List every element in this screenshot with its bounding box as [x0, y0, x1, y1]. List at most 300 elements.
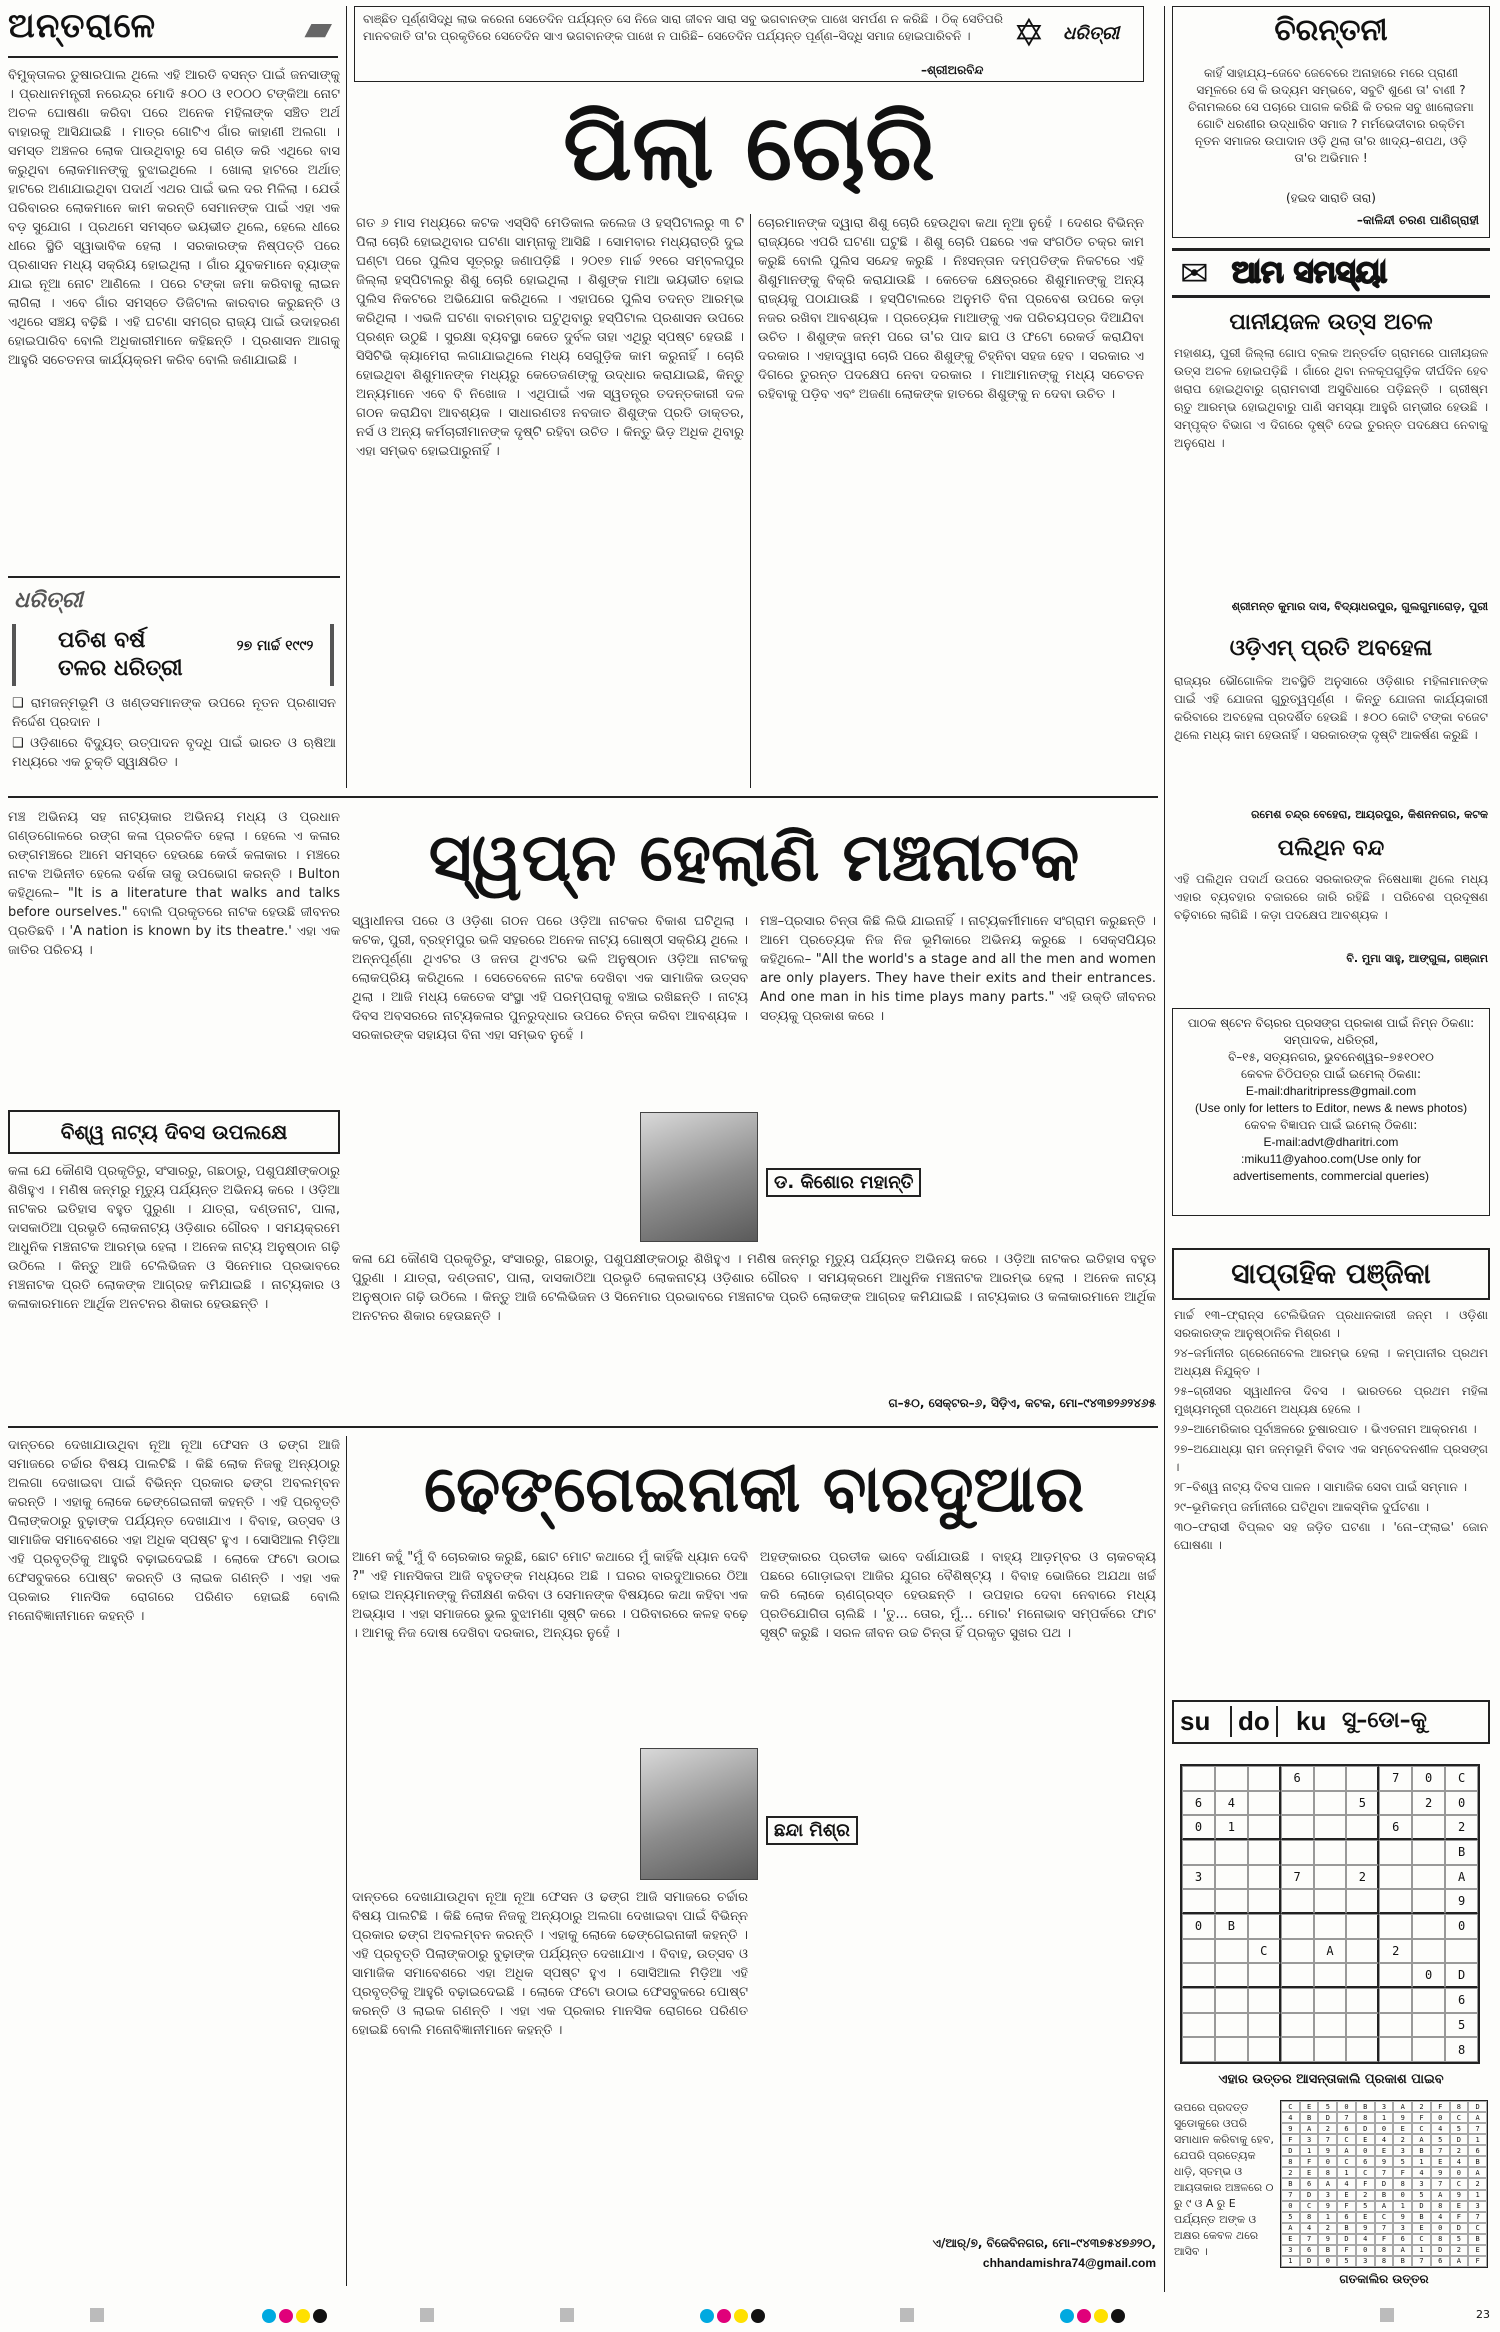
left-top-article	[8, 66, 340, 566]
answer-cell: 0	[1281, 2201, 1300, 2212]
answer-cell: D	[1356, 2123, 1375, 2134]
sudoku-cell	[1182, 1963, 1215, 1988]
answer-cell: 7	[1431, 2178, 1450, 2189]
sudoku-cell: 3	[1182, 1865, 1215, 1890]
answer-cell: 1	[1318, 2212, 1337, 2223]
answer-cell: D	[1412, 2201, 1431, 2212]
dengei-col2: ଆମେ କହୁଁ "ମୁଁ ବି ଚୋରକାର କରୁଛି, ଛୋଟ ମୋଟ କଥାରେ ମୁଁ କାହିଁକି ଧ୍ୟାନ ଦେବି ?" ଏହି ମାନସିକତା ଆଜି ବହୁତଙ୍କ ମଧ୍ୟରେ ଅଛି । ଘରର ବାରଦୁଆରରେ ଠିଆ ହୋଇ ଅନ୍ୟମାନଙ୍କୁ ନିରୀକ୍ଷଣ କରିବା ଓ ସେମାନଙ୍କ ବିଷୟରେ କଥା କହିବା ଏକ ଅଭ୍ୟାସ । ଏହା ସମାଜରେ ଭୁଲ ବୁଝାମଣା ସୃଷ୍ଟି କରେ । ପରିବାରରେ କଳହ ବଢ଼େ । ଆମକୁ ନିଜ ଦୋଷ ଦେଖିବା ଦରକାର, ଅନ୍ୟର ନୁହେଁ ।	[352, 1550, 748, 1641]
sudoku-cell	[1248, 1889, 1281, 1914]
answer-cell: 4	[1300, 2223, 1319, 2234]
answer-cell: 9	[1356, 2223, 1375, 2234]
sudoku-cell: 2	[1412, 1791, 1445, 1816]
aama-samasya-label: ଆମ ସମସ୍ୟା	[1232, 255, 1388, 290]
sudoku-cell	[1182, 2037, 1215, 2062]
aama-samasya-section	[1172, 248, 1490, 980]
sudoku-cell: 2	[1346, 1865, 1379, 1890]
answer-cell: A	[1393, 2245, 1412, 2256]
section-logo	[8, 6, 338, 58]
sudoku-cell: 0	[1412, 1963, 1445, 1988]
sudoku-cell: 0	[1445, 1791, 1478, 1816]
sudoku-title-odia: ସୁ–ଡୋ–କୁ	[1342, 1708, 1427, 1733]
answer-cell: 3	[1318, 2190, 1337, 2201]
answer-cell: B	[1468, 2156, 1487, 2167]
sudoku-cell: 4	[1215, 1791, 1248, 1816]
sudoku-cell	[1215, 2037, 1248, 2062]
letter-3-signature: ବି. ମୁମା ସାହୁ, ଆଙ୍ଗୁଳା, ଗଞ୍ଜାମ	[1346, 952, 1488, 965]
answer-cell: 7	[1375, 2167, 1394, 2178]
answer-cell: 7	[1337, 2112, 1356, 2123]
answer-cell: E	[1412, 2223, 1431, 2234]
sudoku-cell	[1248, 1815, 1281, 1840]
answer-cell: B	[1337, 2223, 1356, 2234]
panjika-entry: ୩୦–ଫରାସୀ ବିପ୍ଲବ ସହ ଜଡ଼ିତ ଘଟଣା । 'ନୋ–ଫ୍ଲାଇ' ଜୋନ ଘୋଷଣା ।	[1174, 1520, 1488, 1552]
sudoku-cell	[1182, 1988, 1215, 2013]
letter-2-headline: ଓଡ଼ିଏମ୍ ପ୍ରତି ଅବହେଳା	[1229, 636, 1433, 661]
sudoku-cell: B	[1445, 1840, 1478, 1865]
chirantani-byline: –କାଳିନ୍ଦୀ ଚରଣ ପାଣିଗ୍ରାହୀ	[1356, 213, 1479, 227]
answer-cell: 7	[1412, 2256, 1431, 2267]
answer-cell: 4	[1412, 2167, 1431, 2178]
panjika-list	[1174, 1306, 1488, 1606]
title-line-2: ତଳର ଧରିତ୍ରୀ	[58, 656, 183, 681]
sudoku-cell	[1314, 1840, 1347, 1865]
sudoku-cell	[1215, 2013, 1248, 2038]
contact-email[interactable]: :miku11@yahoo.com(Use only for	[1240, 1152, 1422, 1166]
dot-black	[751, 2309, 765, 2323]
sudoku-cell	[1412, 2013, 1445, 2038]
sudoku-cell: 0	[1412, 1766, 1445, 1791]
panjika-title-box	[1172, 1248, 1490, 1300]
swapna-col2: ସ୍ୱାଧୀନତା ପରେ ଓ ଓଡ଼ିଶା ଗଠନ ପରେ ଓଡ଼ିଆ ନାଟକର ବିକାଶ ଘଟିଥିଲା । କଟକ, ପୁରୀ, ବ୍ରହ୍ମପୁର ଭଳି ସହରରେ ଅନେକ ନାଟ୍ୟ ଗୋଷ୍ଠୀ ସକ୍ରିୟ ଥିଲେ । ଅନ୍ନପୂର୍ଣ୍ଣା ଥିଏଟର ଓ ଜନତା ଥିଏଟର ଭଳି ଅନୁଷ୍ଠାନ ଓଡ଼ିଆ ନାଟକକୁ ଲୋକପ୍ରିୟ କରିଥିଲେ । ସେତେବେଳେ ନାଟକ ଦେଖିବା ଏକ ସାମାଜିକ ଉତ୍ସବ ଥିଲା । ଆଜି ମଧ୍ୟ କେତେକ ସଂସ୍ଥା ଏହି ପରମ୍ପରାକୁ ବଞ୍ଚାଇ ରଖିଛନ୍ତି । ନାଟ୍ୟ ଦିବସ ଅବସରରେ ନାଟ୍ୟକଳାର ପୁନରୁଦ୍ଧାର ଉପରେ ଚିନ୍ତା କରିବା ଆବଶ୍ୟକ । ସରକାରଙ୍କ ସହାୟତା ବିନା ଏହା ସମ୍ଭବ ନୁହେଁ ।	[352, 914, 748, 1043]
contact-line: କେବଳ ବିଜ୍ଞାପନ ପାଇଁ ଇମେଲ୍ ଠିକଣା:	[1244, 1118, 1418, 1132]
answer-cell: 1	[1281, 2256, 1300, 2267]
sudoku-cell	[1314, 1914, 1347, 1939]
sudoku-cell	[1281, 1815, 1314, 1840]
sudoku-cell: 0	[1182, 1914, 1215, 1939]
sudoku-cell	[1379, 1988, 1412, 2013]
sudoku-cell	[1182, 2013, 1215, 2038]
color-registration-dots	[262, 2308, 330, 2327]
answer-cell: 7	[1281, 2190, 1300, 2201]
answer-cell: 2	[1393, 2134, 1412, 2145]
sudoku-cell	[1379, 2037, 1412, 2062]
panjika-entry: ୨୫–ଗ୍ରୀସର ସ୍ୱାଧୀନତା ଦିବସ । ଭାରତରେ ପ୍ରଥମ ମହିଳା ମୁଖ୍ୟମନ୍ତ୍ରୀ ପ୍ରଥମେ ଅଧ୍ୟକ୍ଷ ହେଲେ ।	[1174, 1384, 1488, 1416]
sudoku-cell	[1412, 1840, 1445, 1865]
answer-cell: 8	[1450, 2101, 1469, 2112]
sudoku-grid	[1180, 1764, 1480, 2064]
india-map-icon: ▰	[304, 8, 332, 49]
sudoku-cell: A	[1445, 1865, 1478, 1890]
sudoku-cell	[1346, 1914, 1379, 1939]
sudoku-cell	[1346, 1988, 1379, 2013]
pila-chori-col2: ଚୋରମାନଙ୍କ ଦ୍ୱାରା ଶିଶୁ ଚୋରି ହେଉଥିବା କଥା ନୂଆ ନୁହେଁ । ଦେଶର ବିଭିନ୍ନ ରାଜ୍ୟରେ ଏପରି ଘଟଣା ଘଟୁଛି । ଶିଶୁ ଚୋରି ପଛରେ ଏକ ସଂଗଠିତ ଚକ୍ର କାମ କରୁଛି ବୋଲି ପୁଲିସ ସନ୍ଦେହ କରୁଛି । ନିଃସନ୍ତାନ ଦମ୍ପତିଙ୍କ ନିକଟରେ ଏହି ଶିଶୁମାନଙ୍କୁ ବିକ୍ରି କରାଯାଉଛି । କେତେକ କ୍ଷେତ୍ରରେ ଶିଶୁମାନଙ୍କୁ ଅନ୍ୟ ରାଜ୍ୟକୁ ପଠାଯାଉଛି । ହସ୍ପିଟାଲରେ ଅନୁମତି ବିନା ପ୍ରବେଶ ଉପରେ କଡ଼ା ନଜର ରଖିବା ଆବଶ୍ୟକ । ପ୍ରତ୍ୟେକ ମାଆଙ୍କୁ ଏକ ପରିଚୟପତ୍ର ଦିଆଯିବା ଉଚିତ । ଶିଶୁଙ୍କ ଜନ୍ମ ପରେ ତା'ର ପାଦ ଛାପ ଓ ଫଟୋ ରେକର୍ଡ କରାଯିବା ଦରକାର । ଏହାଦ୍ୱାରା ଚୋରି ପରେ ଶିଶୁଙ୍କୁ ଚିହ୍ନିବା ସହଜ ହେବ । ସରକାର ଏ ଦିଗରେ ତୁରନ୍ତ ପଦକ୍ଷେପ ନେବା ଦରକାର । ମାଆମାନଙ୍କୁ ମଧ୍ୟ ସଚେତନ ରହିବାକୁ ପଡ଼ିବ ଏବଂ ଅଜଣା ଲୋକଙ୍କ ହାତରେ ଶିଶୁଙ୍କୁ ନ ଦେବା ଉଚିତ ।	[758, 216, 1144, 402]
answer-cell: C	[1281, 2101, 1300, 2112]
contact-line: ପାଠକ ଷ୍ଟେନ ବିଚାରର ପ୍ରସଙ୍ଗ ପ୍ରକାଶ ପାଇଁ ନିମ୍ନ ଠିକଣା:	[1187, 1016, 1475, 1030]
answer-cell: 7	[1300, 2234, 1319, 2245]
dot-magenta	[717, 2309, 731, 2323]
answer-cell: 6	[1356, 2156, 1375, 2167]
answer-cell: F	[1431, 2101, 1450, 2112]
panjika-entry: ୨୪–ଜର୍ମାନୀର ଗ୍ରେନୋବେଲ ଆରମ୍ଭ ହେଲା । କମ୍ପାନୀର ପ୍ରଥମ ଅଧ୍ୟକ୍ଷ ନିଯୁକ୍ତ ।	[1174, 1346, 1488, 1378]
pila-chori-headline: ପିଲା ଚୋରି	[563, 94, 935, 201]
answer-cell: C	[1356, 2167, 1375, 2178]
dot-yellow	[734, 2309, 748, 2323]
page-number: 23	[1476, 2308, 1490, 2321]
dot-black	[1111, 2309, 1125, 2323]
answer-cell: 9	[1450, 2190, 1469, 2201]
sudoku-answer-grid	[1280, 2100, 1488, 2268]
answer-cell: 3	[1393, 2223, 1412, 2234]
answer-cell: 2	[1468, 2178, 1487, 2189]
sudoku-caption: ଏହାର ଉତ୍ତର ଆସନ୍ତାକାଲି ପ୍ରକାଶ ପାଇବ	[1218, 2072, 1444, 2087]
column-divider	[346, 1436, 347, 2286]
sudoku-cell	[1281, 1988, 1314, 2013]
answer-cell: 1	[1300, 2145, 1319, 2156]
sudoku-cell: 7	[1281, 1865, 1314, 1890]
column-divider	[750, 214, 751, 788]
sudoku-cell: 5	[1445, 2013, 1478, 2038]
dot-cyan	[262, 2309, 276, 2323]
answer-cell: 1	[1468, 2134, 1487, 2145]
dot-magenta	[1077, 2309, 1091, 2323]
answer-cell: F	[1412, 2112, 1431, 2123]
answer-cell: B	[1412, 2212, 1431, 2223]
sudoku-cell	[1215, 1889, 1248, 1914]
sudoku-cell	[1314, 1889, 1347, 1914]
author-name-chhanda: ଛନ୍ଦା ମିଶ୍ର	[766, 1816, 858, 1845]
answer-cell: 8	[1300, 2212, 1319, 2223]
answer-cell: D	[1318, 2112, 1337, 2123]
sudoku-cell: 5	[1346, 1791, 1379, 1816]
dot-yellow	[1094, 2309, 1108, 2323]
print-mark-grey	[560, 2308, 574, 2322]
sudoku-title-do: do	[1230, 1706, 1278, 1737]
answer-cell: 0	[1356, 2145, 1375, 2156]
sudoku-cell	[1215, 1840, 1248, 1865]
column-divider	[346, 6, 347, 788]
answer-cell: D	[1281, 2145, 1300, 2156]
answer-cell: F	[1356, 2178, 1375, 2189]
contact-email[interactable]: E-mail:dharitripress@gmail.com	[1245, 1084, 1417, 1098]
sudoku-cell	[1248, 1766, 1281, 1791]
sudoku-cell	[1314, 1766, 1347, 1791]
left-top-article-body: ବିମୁକ୍ତାଳର ତୁଷାରପାଲ ଥିଲେ ଏହି ଆରତି ବସନ୍ତ ପାଇଁ ଜନସାଙ୍କୁ । ପ୍ରଧାନମନ୍ତ୍ରୀ ନରେନ୍ଦ୍ର ମୋଦି ୫୦୦ ଓ ୧୦୦୦ ଟଙ୍କିଆ ନୋଟ ଅଚଳ ଘୋଷଣା କରିବା ପରେ ଅନେକ ମହିଳାଙ୍କ ସଞ୍ଚିତ ଅର୍ଥ ବାହାରକୁ ଆସିଯାଇଛି । ମାତ୍ର ଗୋଟିଏ ଗାଁର କାହାଣୀ ଅଲଗା । ସମସ୍ତ ଅଞ୍ଚଳର ଲୋକ ପାଉଥିବାରୁ ସେ ଗଣ୍ଡ କରି ଏଥିରେ ବାସ କରୁଥିବା ଲୋକମାନଙ୍କୁ ବୁଝାଇଥିଲେ । ଖୋଲା ହାଟରେ ଅର୍ଥାତ୍ ହାଟରେ ଅଣାଯାଇଥିବା ପଦାର୍ଥ ଏଥର ପାଇଁ ଭଲ ଦର ମିଳିଲା । ଯେଉଁ ପରିବାରର ଲୋକମାନେ କାମ କରନ୍ତି ସେମାନଙ୍କ ପାଇଁ ଏହା ଏକ ବଡ଼ ସୁଯୋଗ । ପ୍ରଥମେ ସମସ୍ତେ ଭୟଭୀତ ଥିଲେ, ହେଲେ ଧୀରେ ଧୀରେ ସ୍ଥିତି ସ୍ୱାଭାବିକ ହେଲା । ସରକାରଙ୍କ ନିଷ୍ପତ୍ତି ପରେ ପ୍ରଶାସନ ମଧ୍ୟ ସକ୍ରିୟ ହୋଇଥିଲା । ଗାଁର ଯୁବକମାନେ ବ୍ୟାଙ୍କ ଯାଇ ନୂଆ ନୋଟ ଆଣିଲେ । ପରେ ଟଙ୍କା ଜମା କରିବାକୁ ଲାଇନ ଲାଗିଲା । ଏବେ ଗାଁର ସମସ୍ତେ ଡିଜିଟାଲ କାରବାର କରୁଛନ୍ତି ଓ ଏଥିରେ ସଞ୍ଚୟ ବଢ଼ିଛି । ଏହି ଘଟଣା ସମଗ୍ର ରାଜ୍ୟ ପାଇଁ ଉଦାହରଣ ହୋଇପାରିବ ବୋଲି ଅଧିକାରୀମାନେ କହିଛନ୍ତି । ପ୍ରଶାସନ ଆଗକୁ ଆହୁରି ସଚେତନତା କାର୍ଯ୍ୟକ୍ରମ କରିବ ବୋଲି ଜଣାଯାଇଛି ।	[8, 68, 340, 368]
answer-cell: 0	[1337, 2101, 1356, 2112]
sudoku-cell	[1248, 2037, 1281, 2062]
answer-cell: F	[1337, 2245, 1356, 2256]
answer-cell: 5	[1337, 2256, 1356, 2267]
answer-cell: A	[1468, 2167, 1487, 2178]
answer-cell: 6	[1431, 2256, 1450, 2267]
answer-cell: 9	[1393, 2212, 1412, 2223]
sudoku-cell	[1248, 1865, 1281, 1890]
letter-2-signature: ରମେଶ ଚନ୍ଦ୍ର ବେହେରା, ଆୟରପୁର, କିଶନନଗର, କଟକ	[1251, 808, 1488, 821]
answer-cell: 5	[1450, 2234, 1469, 2245]
answer-cell: 1	[1412, 2245, 1431, 2256]
sudoku-answer-caption: ଗତକାଲିର ଉତ୍ତର	[1339, 2272, 1429, 2286]
sudoku-cell	[1314, 1815, 1347, 1840]
answer-cell: 4	[1431, 2212, 1450, 2223]
panjika-entry: ୨୬–ଆମେରିକାର ପୂର୍ବାଞ୍ଚଳରେ ତୁଷାରପାତ । ଭିଏତନାମ ଆକ୍ରମଣ ।	[1174, 1422, 1477, 1436]
section-logo-text: ଅନ୍ତରାଳେ	[8, 6, 157, 46]
answer-cell: C	[1450, 2178, 1469, 2189]
sudoku-cell: 1	[1215, 1815, 1248, 1840]
sudoku-cell: 0	[1445, 1914, 1478, 1939]
sudoku-cell	[1346, 1889, 1379, 1914]
answer-cell: 6	[1337, 2212, 1356, 2223]
answer-cell: 0	[1431, 2112, 1450, 2123]
print-mark-grey	[90, 2308, 104, 2322]
sudoku-title-su: su	[1180, 1706, 1211, 1736]
answer-cell: 8	[1393, 2178, 1412, 2189]
sudoku-cell	[1314, 1988, 1347, 2013]
answer-cell: A	[1412, 2134, 1431, 2145]
sudoku-cell	[1215, 1988, 1248, 2013]
answer-cell: F	[1337, 2201, 1356, 2212]
answer-cell: 2	[1450, 2245, 1469, 2256]
swapna-continuation	[352, 1250, 1156, 1390]
answer-cell: 4	[1375, 2134, 1394, 2145]
sudoku-cell	[1182, 1939, 1215, 1964]
sudoku-title-ku: ku	[1296, 1706, 1327, 1736]
sudoku-cell	[1379, 1865, 1412, 1890]
panjika-entry: ମାର୍ଚ୍ଚ ୧୩–ଫ୍ରାନ୍ସ ଟେଲିଭିଜନ ପ୍ରଧାନକାରୀ ଜନ୍ମ । ଓଡ଼ିଶା ସରକାରଙ୍କ ଆନୁଷ୍ଠାନିକ ମିଶ୍ରଣ ।	[1174, 1308, 1488, 1340]
answer-cell: 9	[1393, 2112, 1412, 2123]
author-photo-chhanda	[640, 1748, 758, 1880]
answer-cell: 6	[1300, 2245, 1319, 2256]
answer-cell: A	[1318, 2178, 1337, 2189]
answer-cell: B	[1393, 2256, 1412, 2267]
answer-cell: 8	[1431, 2234, 1450, 2245]
answer-cell: E	[1356, 2212, 1375, 2223]
chirantani-source: (ହଇଦ ସାରାତି ତାରା)	[1286, 191, 1376, 205]
sudoku-cell	[1314, 2037, 1347, 2062]
answer-cell: F	[1450, 2212, 1469, 2223]
print-mark-grey	[900, 2308, 914, 2322]
quote-text: ବାଞ୍ଛିତ ପୂର୍ଣ୍ଣସିଦ୍ଧି ଲାଭ କରେନା ସେତେଦିନ ପର୍ଯ୍ୟନ୍ତ ସେ ନିଜେ ସାରା ଜୀବନ ସାରା ସବୁ ଭଗବାନଙ୍କ ପାଖେ ସମର୍ପଣ ନ କରିଛି । ଠିକ୍ ସେତିପରି ମାନବଜାତି ତା'ର ପ୍ରକୃତିରେ ସେତେଦିନ ସାଏ ଭଗବାନଙ୍କ ପାଖେ ନ ପାରିଛି– ସେତେଦିନ ପର୍ଯ୍ୟନ୍ତ ପୂର୍ଣ୍ଣ–ସିଦ୍ଧି ସମାଜ ହୋଇପାରିବନି ।	[363, 12, 1003, 43]
sudoku-cell	[1412, 1815, 1445, 1840]
answer-cell: B	[1300, 2112, 1319, 2123]
answer-cell: 3	[1300, 2134, 1319, 2145]
answer-cell: 6	[1300, 2178, 1319, 2189]
sudoku-cell	[1215, 1939, 1248, 1964]
letter-2-body: ରାଜ୍ୟର ଭୌଗୋଳିକ ଅବସ୍ଥିତି ଅନୁସାରେ ଓଡ଼ିଶାର ମହିଳାମାନଙ୍କ ପାଇଁ ଏହି ଯୋଜନା ଗୁରୁତ୍ୱପୂର୍ଣ୍ଣ । କିନ୍ତୁ ଯୋଜନା କାର୍ଯ୍ୟକାରୀ କରିବାରେ ଅବହେଳା ପ୍ରଦର୍ଶିତ ହେଉଛି । ୫୦୦ କୋଟି ଟଙ୍କା ବଜେଟ ଥିଲେ ମଧ୍ୟ କାମ ହେଉନାହିଁ । ସରକାରଙ୍କ ଦୃଷ୍ଟି ଆକର୍ଷଣ କରୁଛି ।	[1174, 674, 1488, 742]
answer-cell: 5	[1450, 2123, 1469, 2134]
swapna-left-body: କଳା ଯେ କୌଣସି ପ୍ରକୃତିରୁ, ସଂସାରରୁ, ଗଛଠାରୁ, ପଶୁପକ୍ଷୀଙ୍କଠାରୁ ଶିଖିହୁଏ । ମଣିଷ ଜନ୍ମରୁ ମୃତ୍ୟୁ ପର୍ଯ୍ୟନ୍ତ ଅଭିନୟ କରେ । ଓଡ଼ିଆ ନାଟକର ଇତିହାସ ବହୁତ ପୁରୁଣା । ଯାତ୍ରା, ଦଣ୍ଡନାଟ, ପାଲା, ଦାସକାଠିଆ ପ୍ରଭୃତି ଲୋକନାଟ୍ୟ ଓଡ଼ିଶାର ଗୌରବ । ସମୟକ୍ରମେ ଆଧୁନିକ ମଞ୍ଚନାଟକ ଆରମ୍ଭ ହେଲା । ଅନେକ ନାଟ୍ୟ ଅନୁଷ୍ଠାନ ଗଢ଼ି ଉଠିଲେ । କିନ୍ତୁ ଆଜି ଟେଲିଭିଜନ ଓ ସିନେମାର ପ୍ରଭାବରେ ମଞ୍ଚନାଟକ ପ୍ରତି ଲୋକଙ୍କ ଆଗ୍ରହ କମିଯାଇଛି । ନାଟ୍ୟକାର ଓ କଳାକାରମାନେ ଆର୍ଥିକ ଅନଟନର ଶିକାର ହେଉଛନ୍ତି ।	[8, 1164, 340, 1312]
sudoku-cell: 6	[1379, 1815, 1412, 1840]
answer-cell: D	[1337, 2234, 1356, 2245]
contact-email[interactable]: E-mail:advt@dharitri.com	[1263, 1135, 1399, 1149]
answer-cell: 7	[1375, 2223, 1394, 2234]
answer-cell: D	[1300, 2190, 1319, 2201]
sudoku-cell	[1182, 1889, 1215, 1914]
sudoku-cell	[1248, 1840, 1281, 1865]
sudoku-cell	[1281, 1889, 1314, 1914]
sudoku-cell: D	[1445, 1963, 1478, 1988]
panjika-title: ସାପ୍ତାହିକ ପଞ୍ଜିକା	[1231, 1257, 1431, 1290]
answer-cell: 1	[1375, 2112, 1394, 2123]
swapna-continuation-text: କଳା ଯେ କୌଣସି ପ୍ରକୃତିରୁ, ସଂସାରରୁ, ଗଛଠାରୁ, ପଶୁପକ୍ଷୀଙ୍କଠାରୁ ଶିଖିହୁଏ । ମଣିଷ ଜନ୍ମରୁ ମୃତ୍ୟୁ ପର୍ଯ୍ୟନ୍ତ ଅଭିନୟ କରେ । ଓଡ଼ିଆ ନାଟକର ଇତିହାସ ବହୁତ ପୁରୁଣା । ଯାତ୍ରା, ଦଣ୍ଡନାଟ, ପାଲା, ଦାସକାଠିଆ ପ୍ରଭୃତି ଲୋକନାଟ୍ୟ ଓଡ଼ିଶାର ଗୌରବ । ସମୟକ୍ରମେ ଆଧୁନିକ ମଞ୍ଚନାଟକ ଆରମ୍ଭ ହେଲା । ଅନେକ ନାଟ୍ୟ ଅନୁଷ୍ଠାନ ଗଢ଼ି ଉଠିଲେ । କିନ୍ତୁ ଆଜି ଟେଲିଭିଜନ ଓ ସିନେମାର ପ୍ରଭାବରେ ମଞ୍ଚନାଟକ ପ୍ରତି ଲୋକଙ୍କ ଆଗ୍ରହ କମିଯାଇଛି । ନାଟ୍ୟକାର ଓ କଳାକାରମାନେ ଆର୍ଥିକ ଅନଟନର ଶିକାର ହେଉଛନ୍ତି ।	[352, 1252, 1156, 1324]
dot-yellow	[296, 2309, 310, 2323]
sudoku-cell	[1412, 2037, 1445, 2062]
answer-cell: 9	[1431, 2167, 1450, 2178]
sudoku-cell	[1182, 1766, 1215, 1791]
date-label: ୨୭ ମାର୍ଚ୍ଚ ୧୯୯୨	[236, 638, 314, 654]
dharitri-25-items	[12, 694, 336, 786]
swapna-col3: ମଞ୍ଚ–ପ୍ରସାର ଚିନ୍ତା କିଛି ଲିଭି ଯାଇନାହିଁ । ନାଟ୍ୟକର୍ମୀମାନେ ସଂଗ୍ରାମ କରୁଛନ୍ତି । ଆମେ ପ୍ରତ୍ୟେକ ନିଜ ନିଜ ଭୂମିକାରେ ଅଭିନୟ କରୁଛେ । ସେକ୍ସପିୟର କହିଥିଲେ– "All the world's a stage and all the men and women are only players. They have their exits and their entrances. And one man in his time plays many parts." ଏହି ଉକ୍ତି ଜୀବନର ସତ୍ୟକୁ ପ୍ରକାଶ କରେ ।	[760, 914, 1156, 1024]
sudoku-cell	[1281, 1963, 1314, 1988]
section-rule	[8, 796, 1158, 798]
sudoku-cell: C	[1248, 1939, 1281, 1964]
answer-cell: 4	[1431, 2123, 1450, 2134]
color-registration-dots	[1060, 2308, 1128, 2327]
quote-box	[354, 6, 1144, 82]
dengei-col3: ଅହଙ୍କାରର ପ୍ରତୀକ ଭାବେ ଦର୍ଶାଯାଉଛି । ବାହ୍ୟ ଆଡ଼ମ୍ବର ଓ ଚାକଚକ୍ୟ ପଛରେ ଗୋଡ଼ାଇବା ଆଜିର ଯୁଗର ବୈଶିଷ୍ଟ୍ୟ । ବିବାହ ଭୋଜିରେ ଅଯଥା ଖର୍ଚ୍ଚ କରି ଲୋକେ ଋଣଗ୍ରସ୍ତ ହେଉଛନ୍ତି । ଉପହାର ଦେବା ନେବାରେ ମଧ୍ୟ ପ୍ରତିଯୋଗିତା ଚାଲିଛି । 'ତୁ... ତୋର, ମୁଁ... ମୋର' ମନୋଭାବ ସମ୍ପର୍କରେ ଫାଟ ସୃଷ୍ଟି କରୁଛି । ସରଳ ଜୀବନ ଉଚ୍ଚ ଚିନ୍ତା ହିଁ ପ୍ରକୃତ ସୁଖର ପଥ ।	[760, 1550, 1156, 1641]
sudoku-cell: 7	[1379, 1766, 1412, 1791]
sudoku-cell	[1379, 1914, 1412, 1939]
answer-cell: A	[1281, 2223, 1300, 2234]
answer-cell: 2	[1450, 2145, 1469, 2156]
swapna-headline: ସ୍ୱପ୍ନ ହେଲାଣି ମଞ୍ଚନାଟକ	[428, 819, 1080, 896]
letter-3-body: ଏହି ପଲିଥିନ ପଦାର୍ଥ ଉପରେ ସରକାରଙ୍କ ନିଷେଧାଜ୍ଞା ଥିଲେ ମଧ୍ୟ ଏହାର ବ୍ୟବହାର ବଜାରରେ ଜାରି ରହିଛି । ପରିବେଶ ପ୍ରଦୂଷଣ ବଢ଼ିବାରେ ଲାଗିଛି । କଡ଼ା ପଦକ୍ଷେପ ଆବଶ୍ୟକ ।	[1174, 872, 1488, 922]
answer-cell: 2	[1318, 2223, 1337, 2234]
answer-cell: 1	[1468, 2190, 1487, 2201]
sudoku-cell: 6	[1445, 1988, 1478, 2013]
answer-cell: B	[1281, 2178, 1300, 2189]
answer-cell: 2	[1281, 2167, 1300, 2178]
answer-cell: 3	[1375, 2101, 1394, 2112]
answer-cell: C	[1468, 2223, 1487, 2234]
sudoku-cell	[1346, 1939, 1379, 1964]
sudoku-cell	[1346, 1766, 1379, 1791]
answer-cell: 5	[1431, 2134, 1450, 2145]
answer-cell: 1	[1337, 2167, 1356, 2178]
dharitri-25-item: ❑ ରାମଜନ୍ମଭୂମି ଓ ଖଣ୍ଡସମାନଙ୍କ ଉପରେ ନୂତନ ପ୍ରଶାସନ ନିର୍ଦ୍ଦେଶ ପ୍ରଦାନ ।	[12, 696, 336, 730]
sudoku-cell	[1346, 1963, 1379, 1988]
sudoku-cell: C	[1445, 1766, 1478, 1791]
sudoku-cell	[1281, 1791, 1314, 1816]
answer-cell: A	[1375, 2201, 1394, 2212]
answer-cell: E	[1337, 2190, 1356, 2201]
answer-cell: 7	[1468, 2212, 1487, 2223]
answer-cell: 3	[1281, 2245, 1300, 2256]
answer-cell: E	[1393, 2123, 1412, 2134]
print-marks-footer	[0, 2300, 1500, 2332]
letter-1-headline: ପାନୀୟଜଳ ଉତ୍ସ ଅଚଳ	[1229, 310, 1433, 335]
answer-cell: E	[1431, 2156, 1450, 2167]
answer-cell: D	[1450, 2223, 1469, 2234]
answer-cell: 4	[1281, 2112, 1300, 2123]
contact-line: ସମ୍ପାଦକ, ଧରିତ୍ରୀ,	[1283, 1033, 1379, 1047]
answer-cell: 1	[1412, 2156, 1431, 2167]
sudoku-cell: A	[1314, 1939, 1347, 1964]
answer-cell: 0	[1318, 2156, 1337, 2167]
swapna-subhead: ବିଶ୍ୱ ନାଟ୍ୟ ଦିବସ ଉପଲକ୍ଷେ	[60, 1120, 288, 1144]
sudoku-title	[1172, 1700, 1490, 1744]
print-mark-grey	[1380, 2308, 1394, 2322]
answer-cell: 4	[1450, 2156, 1469, 2167]
sudoku-cell	[1215, 1963, 1248, 1988]
answer-cell: 2	[1356, 2190, 1375, 2201]
sudoku-cell	[1281, 1914, 1314, 1939]
sudoku-cell	[1182, 1840, 1215, 1865]
dot-cyan	[1060, 2309, 1074, 2323]
answer-cell: 5	[1318, 2101, 1337, 2112]
answer-cell: A	[1468, 2112, 1487, 2123]
contact-note: (Use only for letters to Editor, news & news photos)	[1194, 1101, 1468, 1115]
answer-cell: C	[1412, 2234, 1431, 2245]
swapna-address: ଗ–୫୦, ସେକ୍ଟର–୬, ସିଡ଼ିଏ, କଟକ, ମୋ–୯୪୩୭୨୬୨୪୬୫	[888, 1396, 1156, 1410]
letter-3-headline: ପଲିଥିନ ବନ୍ଦ	[1277, 836, 1385, 861]
answer-cell: B	[1356, 2101, 1375, 2112]
sudoku-cell	[1412, 1889, 1445, 1914]
answer-cell: 9	[1318, 2201, 1337, 2212]
dengei-email[interactable]: chhandamishra74@gmail.com	[982, 2256, 1156, 2270]
answer-cell: 5	[1412, 2190, 1431, 2201]
sudoku-cell	[1346, 1815, 1379, 1840]
sudoku-cell: 2	[1445, 1815, 1478, 1840]
dot-black	[313, 2309, 327, 2323]
answer-cell: 0	[1356, 2245, 1375, 2256]
sudoku-cell	[1314, 1791, 1347, 1816]
sudoku-cell	[1281, 1939, 1314, 1964]
dengei-headline: ଢେଙ୍ଗେଇନାକୀ ବାରଦୁଆର	[423, 1453, 1085, 1527]
sudoku-cell	[1379, 1791, 1412, 1816]
answer-cell: 8	[1356, 2112, 1375, 2123]
panjika-entry: ୨୮–ବିଶ୍ୱ ନାଟ୍ୟ ଦିବସ ପାଳନ । ସାମାଜିକ ସେବା ପାଇଁ ସମ୍ମାନ ।	[1174, 1480, 1467, 1494]
answer-cell: B	[1412, 2145, 1431, 2156]
answer-cell: 4	[1337, 2178, 1356, 2189]
sudoku-cell: 0	[1182, 1815, 1215, 1840]
answer-cell: 9	[1375, 2156, 1394, 2167]
answer-cell: 6	[1337, 2123, 1356, 2134]
answer-cell: 4	[1356, 2234, 1375, 2245]
answer-cell: E	[1356, 2134, 1375, 2145]
answer-cell: D	[1300, 2256, 1319, 2267]
dengei-address: ଏ/ଆର୍/୭, ବିଜେବିନଗର, ମୋ–୯୪୩୭୫୪୭୬୨୦,	[932, 2236, 1156, 2250]
sudoku-cell	[1314, 2013, 1347, 2038]
quote-badge: ଧରିତ୍ରୀ	[1063, 23, 1120, 44]
sudoku-cell	[1379, 1963, 1412, 1988]
answer-cell: 3	[1393, 2145, 1412, 2156]
answer-cell: C	[1337, 2156, 1356, 2167]
answer-cell: E	[1281, 2234, 1300, 2245]
sudoku-cell	[1248, 2013, 1281, 2038]
star-of-david-icon: ✡	[1013, 11, 1045, 55]
sudoku-cell	[1445, 1939, 1478, 1964]
answer-cell: D	[1450, 2134, 1469, 2145]
dengei-col2-continued	[352, 1888, 748, 2286]
dharitri-logo: ଧରିତ୍ରୀ	[14, 588, 83, 613]
letter-1-body: ମହାଶୟ, ପୁରୀ ଜିଲ୍ଲା ଗୋପ ବ୍ଲକ ଅନ୍ତର୍ଗତ ଗ୍ରାମରେ ପାନୀୟଜଳ ଉତ୍ସ ଅଚଳ ହୋଇପଡ଼ିଛି । ଗାଁରେ ଥିବା ନଳକୂପଗୁଡ଼ିକ ଦୀର୍ଘଦିନ ହେବ ଖରାପ ହୋଇଥିବାରୁ ଗ୍ରାମବାସୀ ଅସୁବିଧାରେ ପଡ଼ିଛନ୍ତି । ଗ୍ରୀଷ୍ମ ଋତୁ ଆରମ୍ଭ ହୋଇଥିବାରୁ ପାଣି ସମସ୍ୟା ଆହୁରି ଗମ୍ଭୀର ହେଉଛି । ସମ୍ପୃକ୍ତ ବିଭାଗ ଏ ଦିଗରେ ଦୃଷ୍ଟି ଦେଇ ତୁରନ୍ତ ପଦକ୍ଷେପ ନେବାକୁ ଅନୁରୋଧ ।	[1174, 346, 1488, 450]
answer-cell: F	[1281, 2134, 1300, 2145]
answer-cell: C	[1450, 2112, 1469, 2123]
answer-cell: 0	[1393, 2190, 1412, 2201]
answer-cell: 5	[1356, 2201, 1375, 2212]
chirantani-box	[1172, 6, 1490, 238]
answer-cell: 5	[1393, 2156, 1412, 2167]
answer-cell: F	[1393, 2167, 1412, 2178]
contact-line: ବି–୧୫, ସତ୍ୟନଗର, ଭୁବନେଶ୍ୱର–୭୫୧୦୧୦	[1228, 1050, 1434, 1064]
sudoku-cell	[1248, 1963, 1281, 1988]
answer-cell: 7	[1468, 2123, 1487, 2134]
answer-cell: 7	[1318, 2134, 1337, 2145]
sudoku-instructions: ଉପରେ ପ୍ରଦତ୍ତ ସୁଡୋକୁରେ ଓପରି ସମାଧାନ କରିବାକୁ ହେବ, ଯେପରି ପ୍ରତ୍ୟେକ ଧାଡ଼ି, ସ୍ତମ୍ଭ ଓ ଆୟତାକାର ଅଞ୍ଚଳରେ ୦ ରୁ ୯ ଓ A ରୁ E ପର୍ଯ୍ୟନ୍ତ ଅଙ୍କ ଓ ଅକ୍ଷର କେବଳ ଥରେ ଆସିବ ।	[1174, 2101, 1274, 2258]
answer-cell: C	[1375, 2212, 1394, 2223]
answer-cell: 0	[1318, 2256, 1337, 2267]
answer-cell: E	[1450, 2201, 1469, 2212]
sudoku-cell: 9	[1445, 1889, 1478, 1914]
